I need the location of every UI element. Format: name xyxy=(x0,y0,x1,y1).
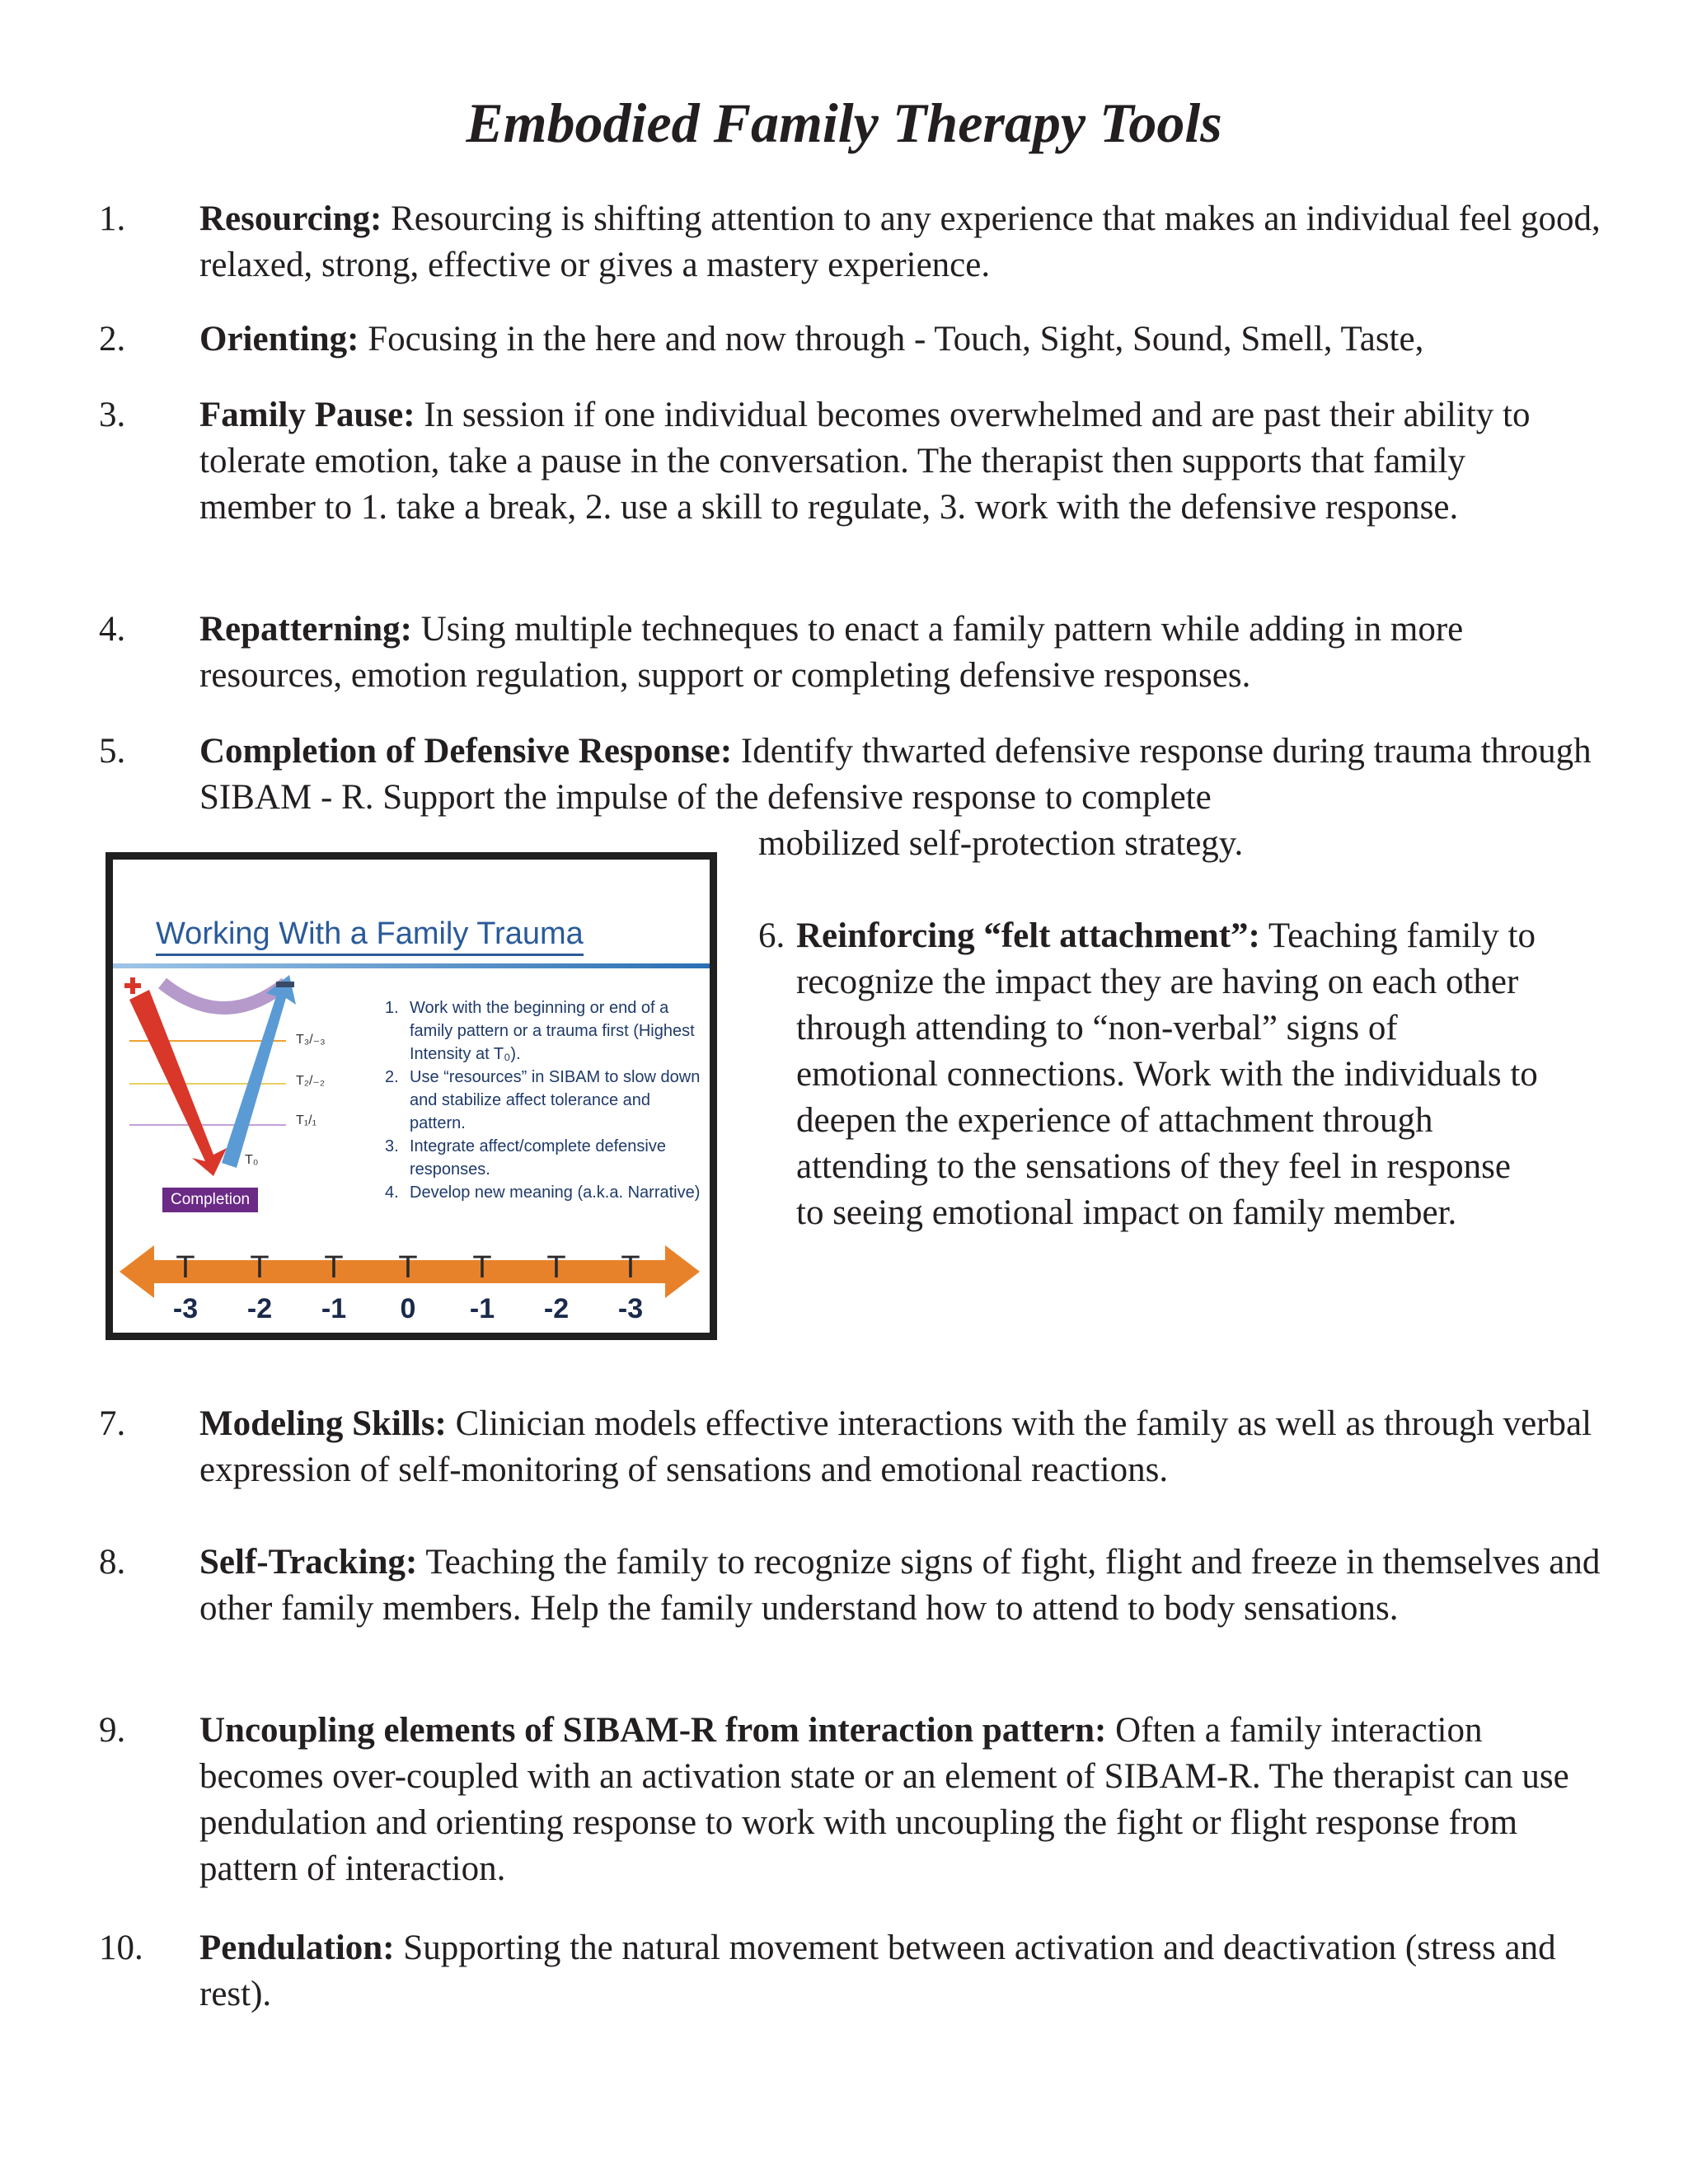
item-term: Resourcing: xyxy=(199,199,382,238)
timeline-number: -3 xyxy=(172,1293,199,1324)
item-text: Clinician models effective interactions with the family as well as through verbal expression of self-monitoring of sensations and emotional reactions. xyxy=(199,1404,1592,1489)
item-text: Identify thwarted defensive response during trauma through SIBAM - R. Support the impulse of the defensive response to complete xyxy=(199,732,1592,817)
timeline-number: -1 xyxy=(321,1293,347,1324)
item-term: Repatterning: xyxy=(199,610,412,649)
figure-title: Working With a Family Trauma xyxy=(156,916,584,956)
item-text: In session if one individual becomes overwhelmed and are past their ability to tolerate emotion, take a pause in the conversation. The therapist then supports that family member to 1. take a break, 2. use a skill to regulate, 3. work with the defensive response. xyxy=(199,396,1531,527)
timeline-number: -2 xyxy=(246,1293,273,1324)
timeline-t-mark: T xyxy=(621,1250,640,1285)
item-text: Resourcing is shifting attention to any experience that makes an individual feel good, relaxed, strong, effective or gives a mastery experience. xyxy=(199,199,1601,284)
item-text: Teaching family to recognize the impact they are having on each other through attending to “non-verbal” signs of emotional connections. Work with the individuals to deepen the experience of attachment through attending to the sensations of they feel in response to seeing emotional impact on family member. xyxy=(796,916,1538,1232)
step-number: 4. xyxy=(385,1183,399,1202)
item-term: Uncoupling elements of SIBAM-R from interaction pattern: xyxy=(199,1711,1107,1750)
item-number: 9. xyxy=(99,1711,126,1750)
item-number: 4. xyxy=(99,610,126,649)
trauma-diagram-figure xyxy=(106,852,717,1340)
item-term: Orienting: xyxy=(199,320,359,359)
item-number: 3. xyxy=(99,396,126,434)
step-number: 2. xyxy=(385,1068,399,1086)
arc-shape xyxy=(162,983,286,1008)
figure-step xyxy=(385,1066,706,1135)
figure-divider xyxy=(113,963,710,968)
item-text: Often a family interaction becomes over-coupled with an activation state or an element of SIBAM-R. The therapist can use pendulation and orienting response to work with uncoupling the fight or flight response from pattern of interaction. xyxy=(199,1711,1569,1888)
t-label: T₁/₁ xyxy=(296,1113,317,1127)
item-number: 10. xyxy=(99,1929,143,1967)
t-label: T₂/₋₂ xyxy=(296,1074,326,1088)
plus-icon xyxy=(130,977,135,994)
item-number: 8. xyxy=(99,1543,126,1582)
t-label: T₀ xyxy=(245,1153,259,1167)
timeline-number: -2 xyxy=(543,1293,570,1324)
item-number: 5. xyxy=(99,732,126,771)
timeline-t-mark: T xyxy=(546,1250,566,1285)
item-number: 1. xyxy=(99,199,126,238)
timeline-number: -3 xyxy=(617,1293,644,1324)
item-text: Using multiple techneques to enact a family pattern while adding in more resources, emotion regulation, support or completing defensive responses. xyxy=(199,610,1464,695)
item-term: Family Pause: xyxy=(199,396,415,434)
t-label: T₃/₋₃ xyxy=(296,1033,326,1047)
item-term: Modeling Skills: xyxy=(199,1404,447,1443)
item-text: Supporting the natural movement between activation and deactivation (stress and rest). xyxy=(199,1929,1556,2013)
timeline-t-mark: T xyxy=(324,1250,344,1285)
figure-step xyxy=(385,996,706,1066)
timeline-number: -1 xyxy=(469,1293,495,1324)
timeline-t-mark: T xyxy=(472,1250,492,1285)
item-term: Reinforcing “felt attachment”: xyxy=(796,916,1260,955)
step-text: Develop new meaning (a.k.a. Narrative) xyxy=(410,1183,701,1202)
item-number: 7. xyxy=(99,1404,126,1443)
step-text: Use “resources” in SIBAM to slow down and stabilize affect tolerance and pattern. xyxy=(410,1068,701,1132)
step-number: 3. xyxy=(385,1137,399,1155)
step-text: Integrate affect/complete defensive responses. xyxy=(410,1137,666,1179)
item-text: Focusing in the here and now through - Touch, Sight, Sound, Smell, Taste, xyxy=(359,320,1424,359)
item-5-continuation: mobilized self-protection strategy. xyxy=(758,824,1244,863)
step-text: Work with the beginning or end of a family pattern or a trauma first (Highest Intensity at T₀). xyxy=(410,999,695,1063)
item-term: Completion of Defensive Response: xyxy=(199,732,733,771)
figure-step xyxy=(385,1135,706,1181)
step-number: 1. xyxy=(385,999,399,1017)
figure-steps-list xyxy=(385,996,706,1204)
minus-icon xyxy=(276,982,294,987)
item-number: 2. xyxy=(99,320,126,359)
item-term: Pendulation: xyxy=(199,1929,395,1967)
page-title: Embodied Family Therapy Tools xyxy=(466,91,1222,154)
item-text: Teaching the family to recognize signs of fight, flight and freeze in themselves and other family members. Help the family understand how to attend to body sensations. xyxy=(199,1543,1601,1628)
figure-step xyxy=(385,1181,706,1204)
item-term: Self-Tracking: xyxy=(199,1543,418,1582)
completion-label: Completion xyxy=(162,1188,258,1212)
timeline-t-mark: T xyxy=(250,1250,270,1285)
timeline-t-mark: T xyxy=(176,1250,195,1285)
timeline-t-mark: T xyxy=(398,1250,418,1285)
timeline-number: 0 xyxy=(400,1293,416,1324)
item-number: 6. xyxy=(758,916,785,955)
